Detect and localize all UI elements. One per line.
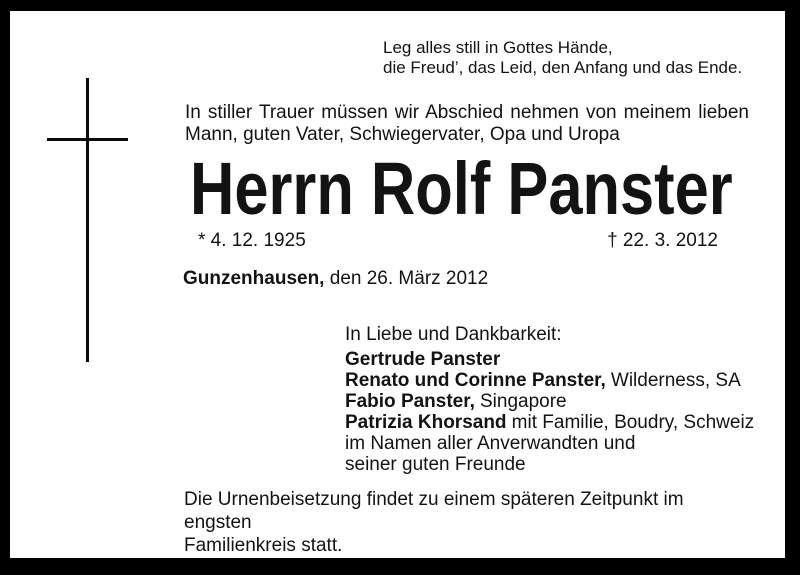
closing-line-2: Familienkreis statt.: [184, 535, 343, 556]
mourner-row: [345, 370, 754, 391]
epigraph-line-1: Leg alles still in Gottes Hände,: [383, 38, 613, 57]
mourner-row: [345, 412, 754, 433]
mourner-suffix: Wilderness, SA: [610, 370, 741, 391]
mourner-suffix: mit Familie, Boudry, Schweiz: [511, 412, 755, 433]
mourner-name: Patrizia Khorsand: [345, 412, 507, 433]
mourner-suffix: seiner guten Freunde: [345, 454, 526, 475]
epigraph: [383, 38, 742, 78]
dateline: [183, 268, 488, 290]
dateline-date: den 26. März 2012: [329, 268, 489, 289]
notice-paper: [10, 11, 785, 558]
intro-line-1: In stiller Trauer müssen wir Abschied nehmen von meinem lieben: [185, 102, 749, 123]
condolence-heading: In Liebe und Dankbarkeit:: [345, 324, 562, 345]
mourner-row: [345, 454, 754, 475]
closing-line-1: Die Urnenbeisetzung findet zu einem späteren Zeitpunkt im engsten: [184, 489, 684, 533]
mourner-row: [345, 349, 754, 370]
mourner-suffix: Singapore: [480, 391, 567, 412]
mourner-suffix: im Namen aller Anverwandten und: [345, 433, 636, 454]
mourner-name: Fabio Panster,: [345, 391, 475, 412]
birth-date: * 4. 12. 1925: [198, 230, 306, 251]
closing-paragraph: [184, 488, 748, 557]
memorial-cross-vertical-bar: [86, 78, 89, 362]
intro-line-2: Mann, guten Vater, Schwiegervater, Opa und Uropa: [185, 124, 620, 145]
mourner-name: Gertrude Panster: [345, 349, 501, 370]
mourner-row: [345, 433, 754, 454]
dateline-place: Gunzenhausen,: [183, 268, 325, 289]
life-dates-row: [198, 230, 718, 252]
mourner-row: [345, 391, 754, 412]
mourner-name: Renato und Corinne Panster,: [345, 370, 606, 391]
deceased-name-headline: Herrn Rolf Panster: [190, 147, 733, 230]
epigraph-line-2: die Freud’, das Leid, den Anfang und das Ende.: [383, 58, 743, 77]
death-date: † 22. 3. 2012: [607, 230, 718, 251]
mourners-list: [345, 349, 754, 475]
memorial-cross-horizontal-bar: [47, 138, 128, 141]
intro-paragraph: [185, 102, 749, 146]
